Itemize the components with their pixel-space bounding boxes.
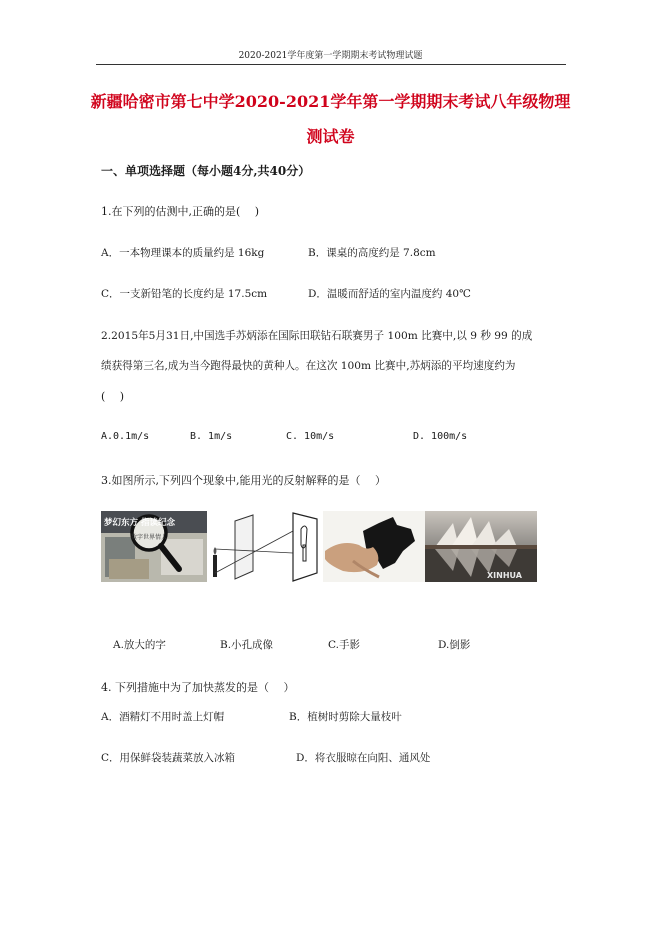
question-2-option-a: A.0.1m/s — [101, 431, 150, 442]
question-3-caption-c: C.手影 — [328, 639, 360, 651]
document-title-line2: 测试卷 — [306, 127, 355, 146]
question-1-option-c: C．一支新铅笔的长度约是 17.5cm — [101, 288, 268, 300]
question-2-option-c: C. 10m/s — [286, 431, 335, 442]
header-rule — [96, 64, 566, 65]
xinhua-watermark: XINHUA — [487, 571, 522, 580]
question-1-stem: 1.在下列的估测中,正确的是( ) — [101, 205, 260, 218]
hand-shadow-illustration — [323, 511, 425, 582]
question-3-stem: 3.如图所示,下列四个现象中,能用光的反射解释的是（ ） — [101, 474, 386, 487]
running-header: 2020-2021学年度第一学期期末考试物理试题 — [238, 51, 423, 61]
figure-magnified-text — [101, 511, 207, 582]
board-text-line1: 梦幻东方 指读纪念 — [104, 518, 175, 528]
question-2-stem-line3: ( ) — [101, 390, 125, 403]
question-3-caption-b: B.小孔成像 — [220, 639, 274, 651]
reflection-illustration — [425, 511, 537, 582]
figure-reflection — [425, 511, 537, 582]
figure-pinhole-camera — [209, 511, 321, 582]
document-title-line1: 新疆哈密市第七中学2020-2021学年第一学期期末考试八年级物理 — [90, 92, 571, 111]
board-text-line2: 数字世界情人 — [131, 534, 168, 541]
question-2-stem-line1: 2.2015年5月31日,中国选手苏炳添在国际田联钻石联赛男子 100m 比赛中,以 9 秒 99 的成 — [101, 330, 533, 342]
question-4-option-d: D．将衣服晾在向阳、通风处 — [296, 752, 431, 764]
figure-hand-shadow — [323, 511, 425, 582]
question-1-option-a: A．一本物理课本的质量约是 16kg — [101, 247, 265, 259]
question-2-option-b: B. 1m/s — [190, 431, 233, 442]
question-4-option-c: C．用保鲜袋装蔬菜放入冰箱 — [101, 752, 236, 764]
question-4-stem: 4. 下列措施中为了加快蒸发的是（ ） — [101, 681, 295, 694]
question-3-caption-a: A.放大的字 — [113, 639, 166, 651]
question-1-option-d: D．温暖而舒适的室内温度约 40℃ — [308, 288, 471, 300]
question-3-caption-d: D.倒影 — [438, 639, 471, 651]
pinhole-illustration — [209, 511, 321, 582]
question-2-option-d: D. 100m/s — [413, 431, 468, 442]
question-4-option-b: B．植树时剪除大量枝叶 — [289, 711, 402, 723]
magnifier-illustration — [101, 511, 207, 582]
question-4-option-a: A．酒精灯不用时盖上灯帽 — [101, 711, 225, 723]
question-1-option-b: B．课桌的高度约是 7.8cm — [308, 247, 436, 259]
question-2-stem-line2: 绩获得第三名,成为当今跑得最快的黄种人。在这次 100m 比赛中,苏炳添的平均速度约为 — [101, 360, 516, 372]
section-heading: 一、单项选择题（每小题4分,共40分） — [101, 164, 311, 178]
